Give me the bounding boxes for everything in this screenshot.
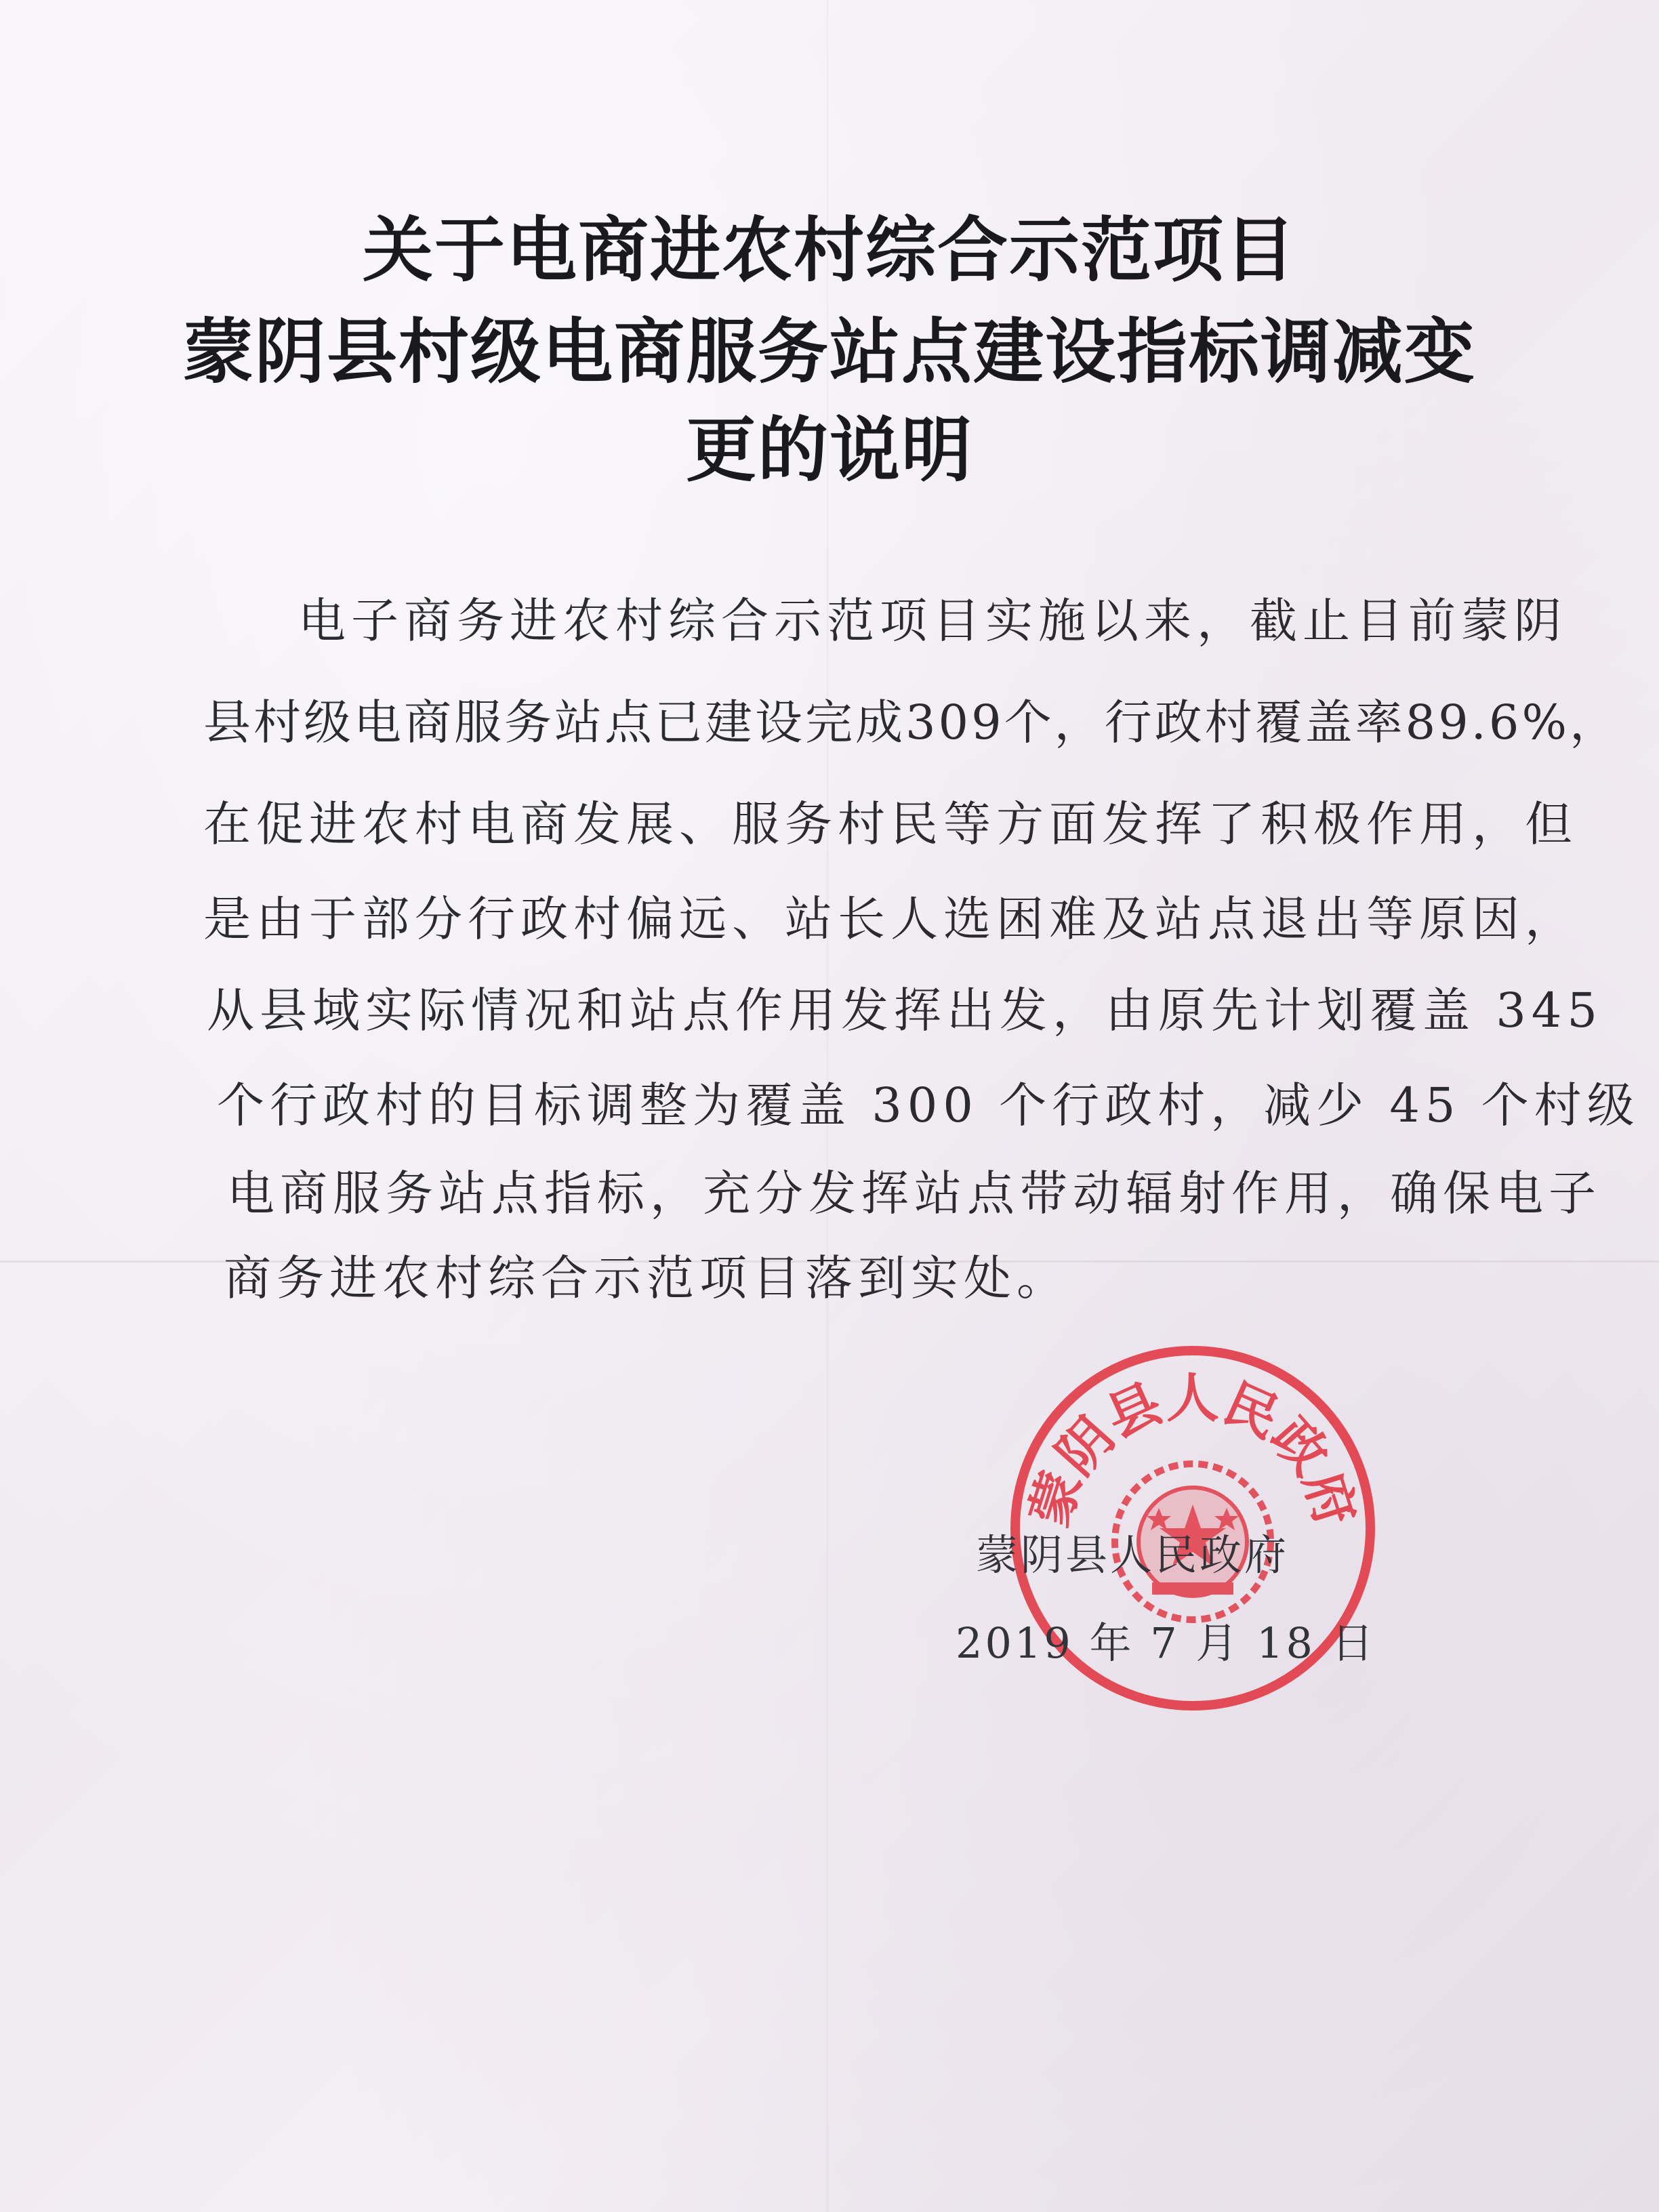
body-line-7: 电商服务站点指标，充分发挥站点带动辐射作用，确保电子 <box>227 1166 1601 1221</box>
body-line-2: 县村级电商服务站点已建设完成309个，行政村覆盖率89.6%， <box>203 695 1620 750</box>
body-line-5: 从县域实际情况和站点作用发挥出发，由原先计划覆盖 345 <box>207 983 1603 1038</box>
body-line-6: 个行政村的目标调整为覆盖 300 个行政村，减少 45 个村级 <box>217 1078 1640 1133</box>
issue-date: 2019 年 7 月 18 日 <box>956 1618 1376 1668</box>
body-line-8: 商务进农村综合示范项目落到实处。 <box>224 1250 1069 1306</box>
document-title-line-2: 蒙阴县村级电商服务站点建设指标调减变 <box>182 310 1476 393</box>
seal-text-path: 蒙阴县人民政府 <box>1019 1368 1367 1534</box>
body-line-4: 是由于部分行政村偏远、站长人选困难及站点退出等原因， <box>203 891 1578 947</box>
body-line-1: 电子商务进农村综合示范项目实施以来，截止目前蒙阴 <box>298 593 1567 649</box>
issuer-name: 蒙阴县人民政府 <box>976 1530 1290 1580</box>
body-line-3: 在促进农村电商发展、服务村民等方面发挥了积极作用，但 <box>203 796 1578 852</box>
document-title-line-1: 关于电商进农村综合示范项目 <box>362 208 1296 291</box>
document-title-line-3: 更的说明 <box>685 408 973 491</box>
